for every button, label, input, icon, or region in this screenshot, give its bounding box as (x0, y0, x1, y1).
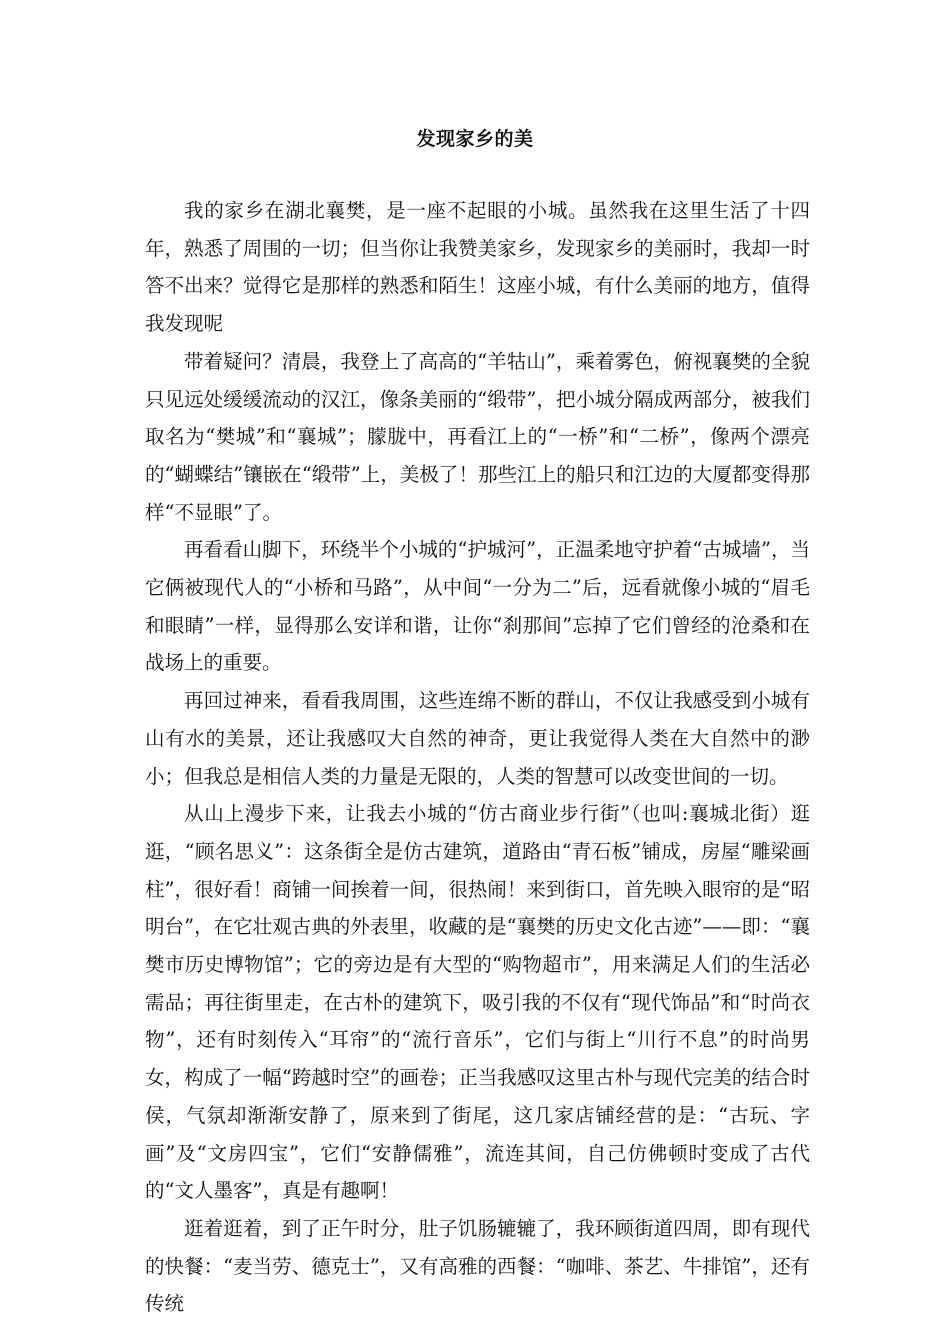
paragraph-4: 再回过神来，看看我周围，这些连绵不断的群山，不仅让我感受到小城有山有水的美景，还让我感叹大自然的神奇，更让我觉得人类在大自然中的渺小；但我总是相信人类的力量是无限的，人类的智慧可以改变世间的一切。 (145, 689, 810, 788)
paragraph-6: 逛着逛着，到了正午时分，肚子饥肠辘辘了，我环顾街道四周，即有现代的快餐：“麦当劳、德克士”，又有高雅的西餐：“咖啡、茶艺、牛排馆”，还有传统 (145, 1216, 810, 1316)
document-title: 发现家乡的美 (416, 128, 534, 150)
paragraph-5: 从山上漫步下来，让我去小城的“仿古商业步行街”（也叫:襄城北街）逛逛，“顾名思义”：这条街全是仿古建筑，道路由“青石板”铺成，房屋“雕梁画柱”，很好看！商铺一间挨着一间，很热闹！来到街口，首先映入眼帘的是“昭明台”，在它壮观古典的外表里，收藏的是“襄樊的历史文化古迹”——即：“襄樊市历史博物馆”；它的旁边是有大型的“购物超市”，用来满足人们的生活必需品；再往街里走，在古朴的建筑下，吸引我的不仅有“现代饰品”和“时尚衣物”，还有时刻传入“耳帘”的“流行音乐”，它们与街上“川行不息”的时尚男女，构成了一幅“跨越时空”的画卷；正当我感叹这里古朴与现代完美的结合时侯，气氛却渐渐安静了，原来到了街尾，这几家店铺经营的是：“古玩、字画”及“文房四宝”，它们“安静儒雅”，流连其间，自己仿佛顿时变成了古代的“文人墨客”，真是有趣啊！ (145, 802, 810, 1203)
paragraph-3: 再看看山脚下，环绕半个小城的“护城河”，正温柔地守护着“古城墙”，当它俩被现代人的“小桥和马路”，从中间“一分为二”后，远看就像小城的“眉毛和眼睛”一样，显得那么安详和谐，让你“刹那间”忘掉了它们曾经的沧桑和在战场上的重要。 (145, 538, 810, 675)
paragraph-2: 带着疑问？清晨，我登上了高高的“羊牯山”，乘着雾色，俯视襄樊的全貌只见远处缓缓流动的汉江，像条美丽的“缎带”，把小城分隔成两部分，被我们取名为“樊城”和“襄城”；朦胧中，再看江上的“一桥”和“二桥”，像两个漂亮的“蝴蝶结”镶嵌在“缎带”上，美极了！那些江上的船只和江边的大厦都变得那样“不显眼”了。 (145, 349, 810, 524)
document-body (145, 192, 810, 1323)
paragraph-1: 我的家乡在湖北襄樊，是一座不起眼的小城。虽然我在这里生活了十四年，熟悉了周围的一切；但当你让我赞美家乡，发现家乡的美丽时，我却一时答不出来？觉得它是那样的熟悉和陌生！这座小城，有什么美丽的地方，值得我发现呢 (145, 199, 810, 336)
